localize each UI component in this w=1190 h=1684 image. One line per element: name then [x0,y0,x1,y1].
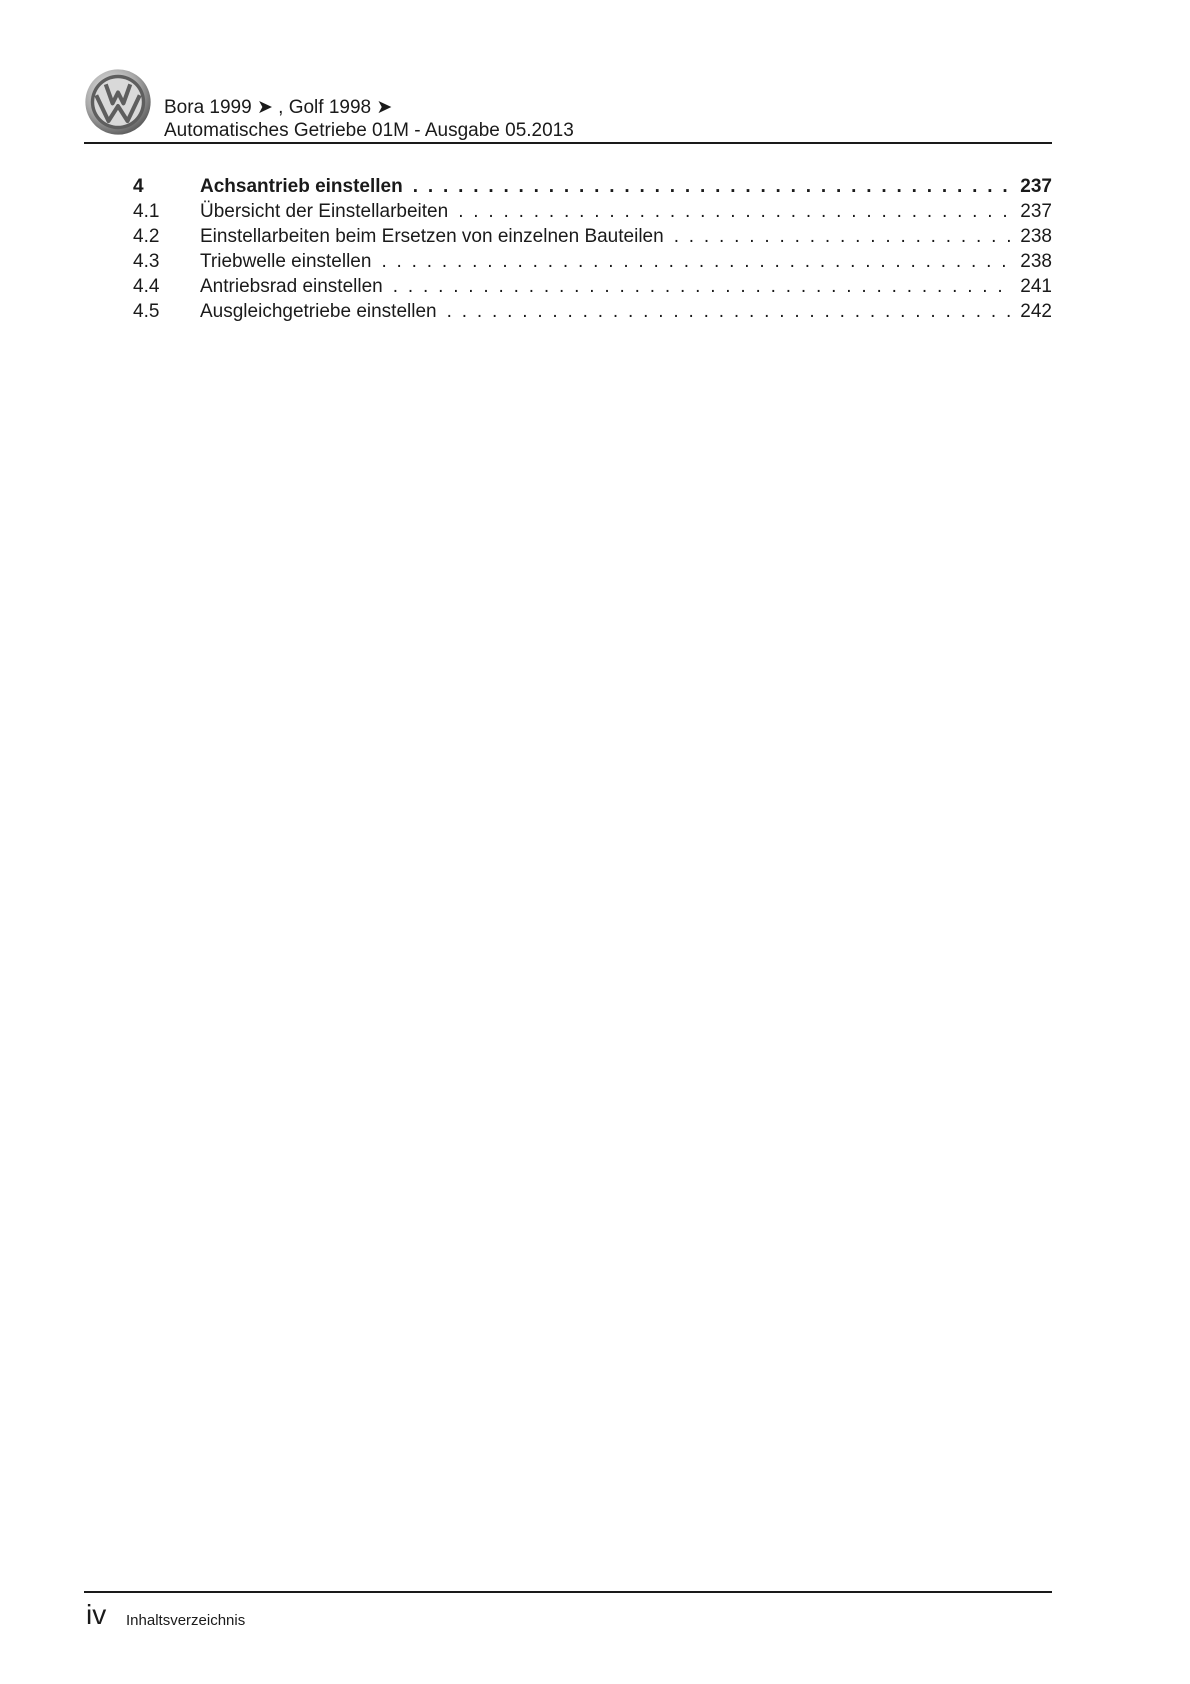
footer-divider [84,1591,1052,1593]
toc-entry-number: 4.4 [133,276,160,297]
toc-entry-number: 4.5 [133,301,160,322]
toc-entry-page: 241 [1020,276,1052,297]
toc-entry-number: 4 [133,176,144,197]
header-divider [84,142,1052,144]
vw-logo-icon [84,68,152,136]
toc-entry-page: 238 [1020,251,1052,272]
toc-entry-title: Achsantrieb einstellen [200,176,403,197]
toc-entry-title: Triebwelle einstellen [200,251,372,272]
toc-entry-number: 4.1 [133,201,160,222]
header-vehicle-models: Bora 1999 ➤ , Golf 1998 ➤ [164,97,393,118]
toc-entry-page: 237 [1020,201,1052,222]
toc-dot-leader [447,301,1013,323]
toc-entry-4-1[interactable] [133,201,1052,226]
toc-entry-title: Ausgleichgetriebe einstellen [200,301,437,322]
toc-dot-leader [413,176,1013,198]
table-of-contents [133,176,1052,326]
toc-dot-leader [458,201,1012,223]
toc-dot-leader [393,276,1013,298]
toc-entry-page: 242 [1020,301,1052,322]
toc-entry-number: 4.2 [133,226,160,247]
page-header [84,68,1052,144]
toc-entry-number: 4.3 [133,251,160,272]
footer-section-label: Inhaltsverzeichnis [126,1612,246,1629]
toc-entry-title: Antriebsrad einstellen [200,276,383,297]
toc-entry-4-2[interactable] [133,226,1052,251]
toc-entry-4-3[interactable] [133,251,1052,276]
toc-entry-page: 238 [1020,226,1052,247]
footer-page-number: iv [86,1599,107,1630]
header-manual-title: Automatisches Getriebe 01M - Ausgabe 05.2013 [164,120,574,141]
toc-dot-leader [674,226,1013,248]
toc-entry-4[interactable] [133,176,1052,201]
toc-dot-leader [381,251,1012,273]
toc-entry-4-4[interactable] [133,276,1052,301]
toc-entry-4-5[interactable] [133,301,1052,326]
toc-entry-page: 237 [1020,176,1052,197]
toc-entry-title: Übersicht der Einstellarbeiten [200,201,449,222]
toc-entry-title: Einstellarbeiten beim Ersetzen von einzelnen Bauteilen [200,226,664,247]
